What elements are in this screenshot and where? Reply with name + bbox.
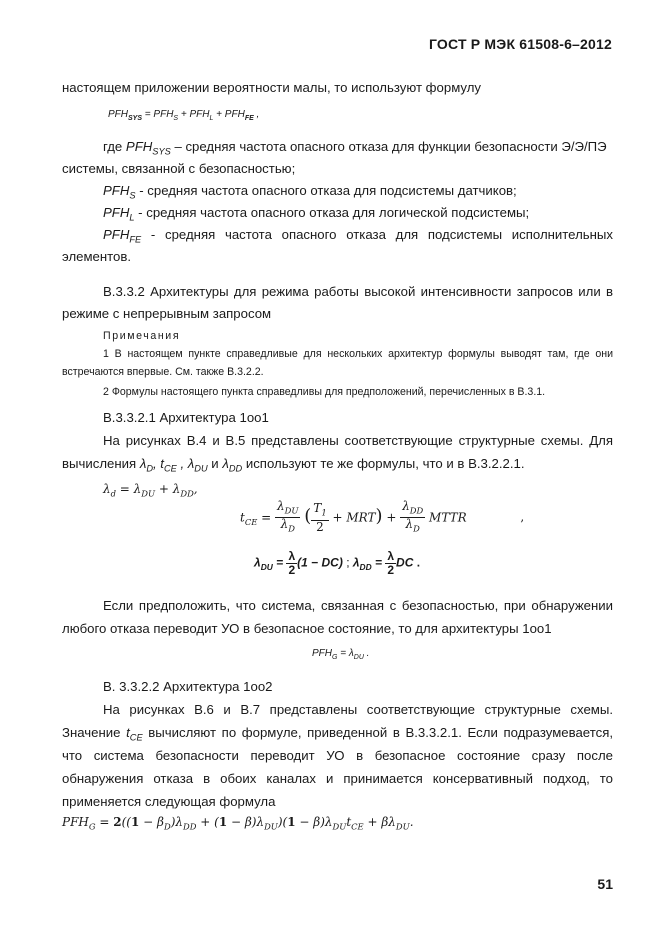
formula-lambda-du-dd: $\lambda_{DU}$ = $\frac{\lambda}{2}$ (1 − DC) ; $\lambda_{DD}$ = $\frac{\lambda}{2}$ DC . [254, 549, 421, 577]
note-1-line2: встречаются впервые. См. также В.3.2.2. [62, 366, 264, 378]
def-pfh-l: $PFH_L$ - средняя частота опасного отказа для логической подсистемы; [103, 205, 530, 223]
section-b33321-title: В.3.3.2.1 Архитектура 1оо1 [103, 410, 269, 425]
note-2: 2 Формулы настоящего пункта справедливы для предположений, перечисленных в В.3.1. [103, 386, 546, 398]
formula-lambda-d: $\lambda_d = \lambda_{DU} + \lambda_{DD}$, [103, 482, 198, 499]
formula-pfh-g-1oo2: $PFH_G = 2((1 - \beta_D)\lambda_{DD} + (1 - \beta)\lambda_{DU})(1 - \beta)\lambda_{DU}t_{CE} + \beta\lambda_{DU}$. [62, 815, 414, 832]
condition-line1: Если предположить, что система, связанная с безопасностью, при обнаружении [103, 598, 613, 613]
document-header: ГОСТ Р МЭК 61508-6–2012 [428, 36, 612, 52]
def-pfh-fe: $PFH_{FE}$ - средняя частота опасного отказа для подсистемы исполнительных [103, 227, 613, 245]
section-b33321-line2: вычисления $\lambda_D$, $t_{CE}$ , $\lambda_{DU}$ и $\lambda_{DD}$ используют те же формулы, что и в В.3.2.2.1. [62, 456, 525, 474]
section-b33322-line5: применяется следующая формула [62, 794, 276, 809]
section-b33322-title: В. 3.3.2.2 Архитектура 1оо2 [103, 679, 273, 694]
def-pfh-sys-line2: системы, связанной с безопасностью; [62, 161, 296, 176]
page-number: 51 [597, 876, 613, 892]
paragraph-intro: настоящем приложении вероятности малы, то используют формулу [62, 80, 481, 95]
formula-pfh-sys: $PFH_{SYS} = PFH_S + PFH_L + PFH_{FE}$ , [108, 109, 260, 122]
condition-line2: любого отказа переводит УО в безопасное состояние, то для архитектуры 1оо1 [62, 621, 552, 636]
formula-t-ce: $t_{CE}$ = $\frac{\lambda_{DU}}{\lambda_D}$ ( $\frac{T_1}{2}$ + MRT) + $\frac{\lambda_{DD}}{\lambda_D}$ MTTR , [240, 499, 525, 534]
section-b33322-line1: На рисунках В.6 и В.7 представлены соответствующие структурные схемы. [103, 702, 613, 717]
def-pfh-s: $PFH_S$ - средняя частота опасного отказа для подсистемы датчиков; [103, 183, 517, 201]
section-b33322-line3: что система безопасности переводит УО в безопасное состояние сразу после [62, 748, 613, 763]
def-pfh-fe-cont: элементов. [62, 249, 132, 264]
section-b3332-line2: режиме с непрерывным запросом [62, 306, 272, 321]
section-b33322-line4: обнаружения отказа в обоих каналах и принимается консервативный подход, то [62, 771, 613, 786]
section-b33321-line1: На рисунках В.4 и В.5 представлены соответствующие структурные схемы. Для [103, 433, 613, 448]
def-pfh-sys-line1: где $PFH_{SYS}$ – средняя частота опасного отказа для функции безопасности Э/Э/ПЭ [103, 139, 607, 157]
section-b3332-line1: В.3.3.2 Архитектуры для режима работы высокой интенсивности запросов или в [103, 284, 613, 299]
formula-pfh-g-1oo1: $PFH_G = \lambda_{DU}$ . [312, 648, 370, 661]
note-1-line1: 1 В настоящем пункте справедливые для нескольких архитектур формулы выводят там, где они [103, 348, 613, 360]
section-b33322-line2: Значение $t_{CE}$ вычисляют по формуле, приведенной в В.3.3.2.1. Если подразумевается, [62, 725, 613, 743]
notes-title: Примечания [103, 330, 181, 342]
